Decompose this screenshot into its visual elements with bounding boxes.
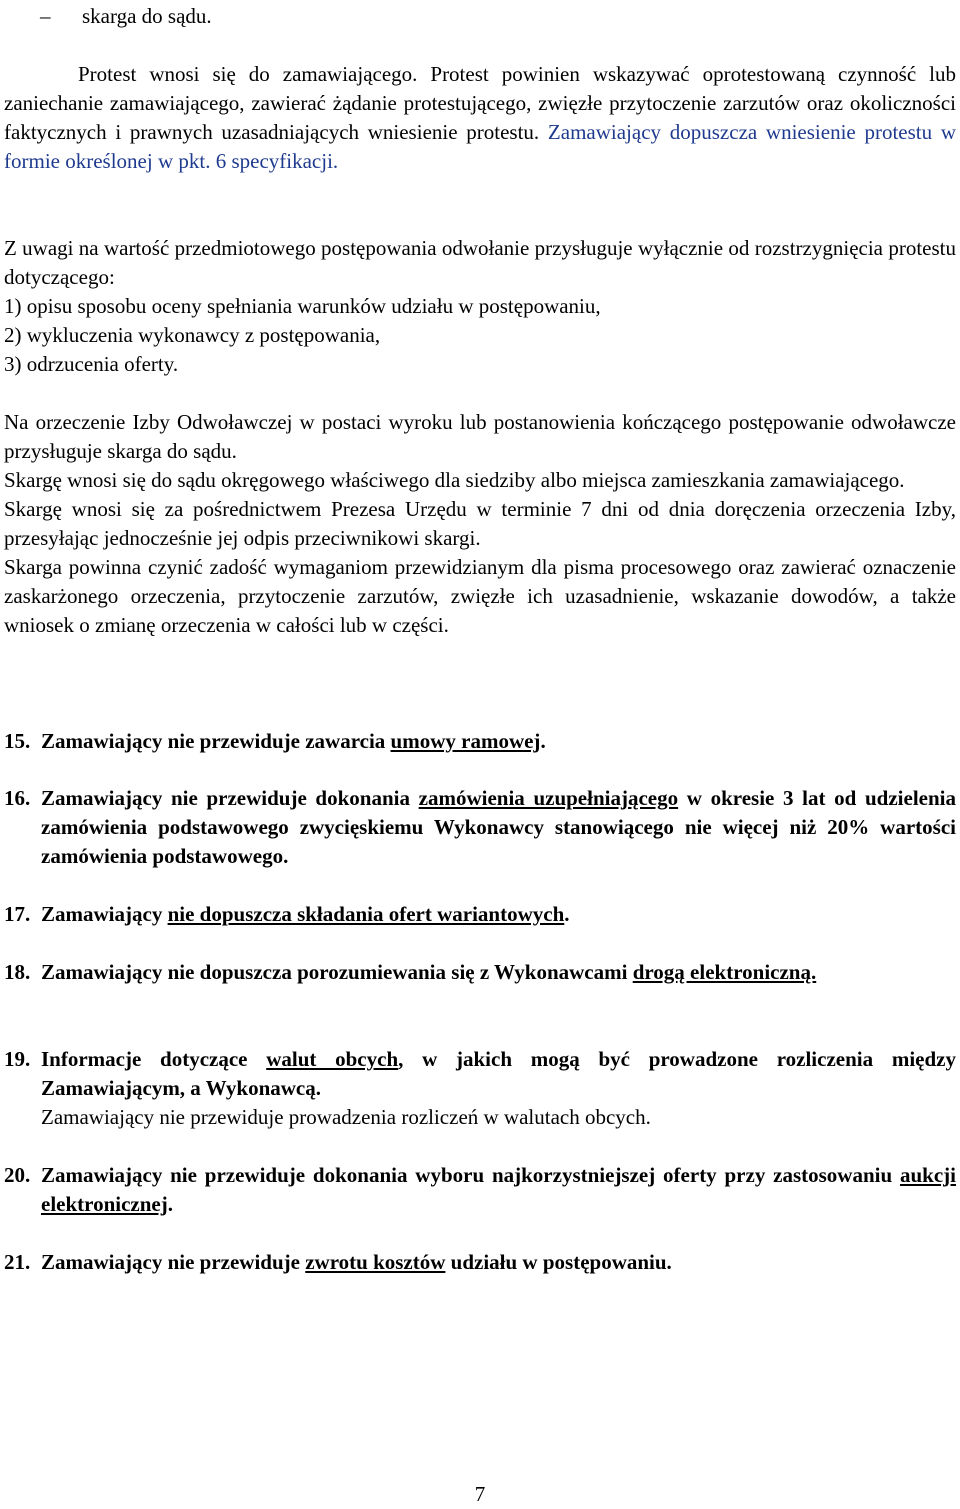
section-number: 21. <box>4 1250 31 1274</box>
appeal-item: 1) opisu sposobu oceny spełniania warunków udziału w postępowaniu, <box>4 294 601 318</box>
list-item-text: skarga do sądu. <box>82 4 212 28</box>
appeal-item: 3) odrzucenia oferty. <box>4 352 179 376</box>
link-zwrotu-kosztow[interactable]: zwrotu kosztów <box>305 1250 446 1274</box>
link-zamowienia-uzupelniajacego[interactable]: zamówienia uzupełniającego <box>418 786 679 810</box>
section-number: 17. <box>4 902 31 926</box>
complaint-paragraph: Na orzeczenie Izby Odwoławczej w postaci wyroku lub postanowienia kończącego postępowanie odwoławcze przysługuje skarga do sądu. <box>4 410 956 463</box>
protest-paragraph <box>4 60 956 176</box>
section-number: 18. <box>4 960 31 984</box>
link-walut-obcych[interactable]: walut obcych <box>266 1047 399 1071</box>
section-17: 17. Zamawiający nie dopuszcza składania ofert wariantowych. <box>4 900 956 929</box>
appeal-item: 2) wykluczenia wykonawcy z postępowania, <box>4 323 381 347</box>
section-15: 15. Zamawiający nie przewiduje zawarcia umowy ramowej. <box>4 727 956 756</box>
appeal-intro: Z uwagi na wartość przedmiotowego postępowania odwołanie przysługuje wyłącznie od rozstrzygnięcia protestu dotyczącego: <box>4 236 956 289</box>
link-droga-elektroniczna[interactable]: drogą elektroniczną. <box>632 960 817 984</box>
section-number: 19. <box>4 1047 31 1071</box>
complaint-paragraph: Skargę wnosi się za pośrednictwem Prezesa Urzędu w terminie 7 dni od dnia doręczenia orzeczenia Izby, przesyłając jednocześnie jej odpis przeciwnikowi skargi. <box>4 497 956 550</box>
link-umowy-ramowej[interactable]: umowy ramowej <box>390 729 541 753</box>
section-number: 15. <box>4 729 31 753</box>
section-number: 16. <box>4 786 31 810</box>
section-note: Zamawiający nie przewiduje prowadzenia rozliczeń w walutach obcych. <box>41 1105 651 1129</box>
link-oferty-wariantowe[interactable]: nie dopuszcza składania ofert wariantowych <box>167 902 565 926</box>
page-number: 7 <box>474 1482 486 1506</box>
section-number: 20. <box>4 1163 31 1187</box>
section-20: 20. Zamawiający nie przewiduje dokonania wyboru najkorzystniejszej oferty przy zastosowaniu aukcji elektronicznej. <box>4 1163 956 1216</box>
section-18: 18. Zamawiający nie dopuszcza porozumiewania się z Wykonawcami drogą elektroniczną. <box>4 958 956 987</box>
complaint-paragraphs <box>4 408 956 640</box>
complaint-paragraph: Skarga powinna czynić zadość wymaganiom przewidzianym dla pisma procesowego oraz zawierać oznaczenie zaskarżonego orzeczenia, przytoczenie zarzutów, zwięzłe ich uzasadnienie, wskazanie dowodów, a także wniosek o zmianę orzeczenia w całości lub w części. <box>4 555 956 637</box>
protest-text: Protest wnosi się do zamawiającego. Protest powinien wskazywać oprotestowaną czynność lub zaniechanie zamawiającego, zawierać żądanie protestującego, zwięzłe przytoczenie zarzutów oraz okoliczności faktycznych i prawnych uzasadniających wniesienie protestu. <box>4 62 956 144</box>
complaint-paragraph: Skargę wnosi się do sądu okręgowego właściwego dla siedziby albo miejsca zamieszkania zamawiającego. <box>4 468 905 492</box>
link-aukcji-elektronicznej[interactable]: aukcji elektronicznej <box>41 1163 956 1216</box>
dash-bullet: – <box>40 4 51 28</box>
section-21: 21. Zamawiający nie przewiduje zwrotu kosztów udziału w postępowaniu. <box>4 1248 956 1277</box>
appeal-paragraph <box>4 234 956 379</box>
protest-form-text: Zamawiający dopuszcza wniesienie protestu w formie określonej w pkt. 6 specyfikacji. <box>4 120 957 173</box>
section-16: 16. Zamawiający nie przewiduje dokonania zamówienia uzupełniającego w okresie 3 lat od udzielenia zamówienia podstawowego zwycięskiemu Wykonawcy stanowiącego nie więcej niż 20% wartości zamówienia podstawowego. <box>4 786 956 868</box>
section-19: 19. Informacje dotyczące walut obcych, w jakich mogą być prowadzone rozliczenia między Zamawiającym, a Wykonawcą. Zamawiający nie przewiduje prowadzenia rozliczeń w walutach obcych. <box>4 1045 956 1132</box>
